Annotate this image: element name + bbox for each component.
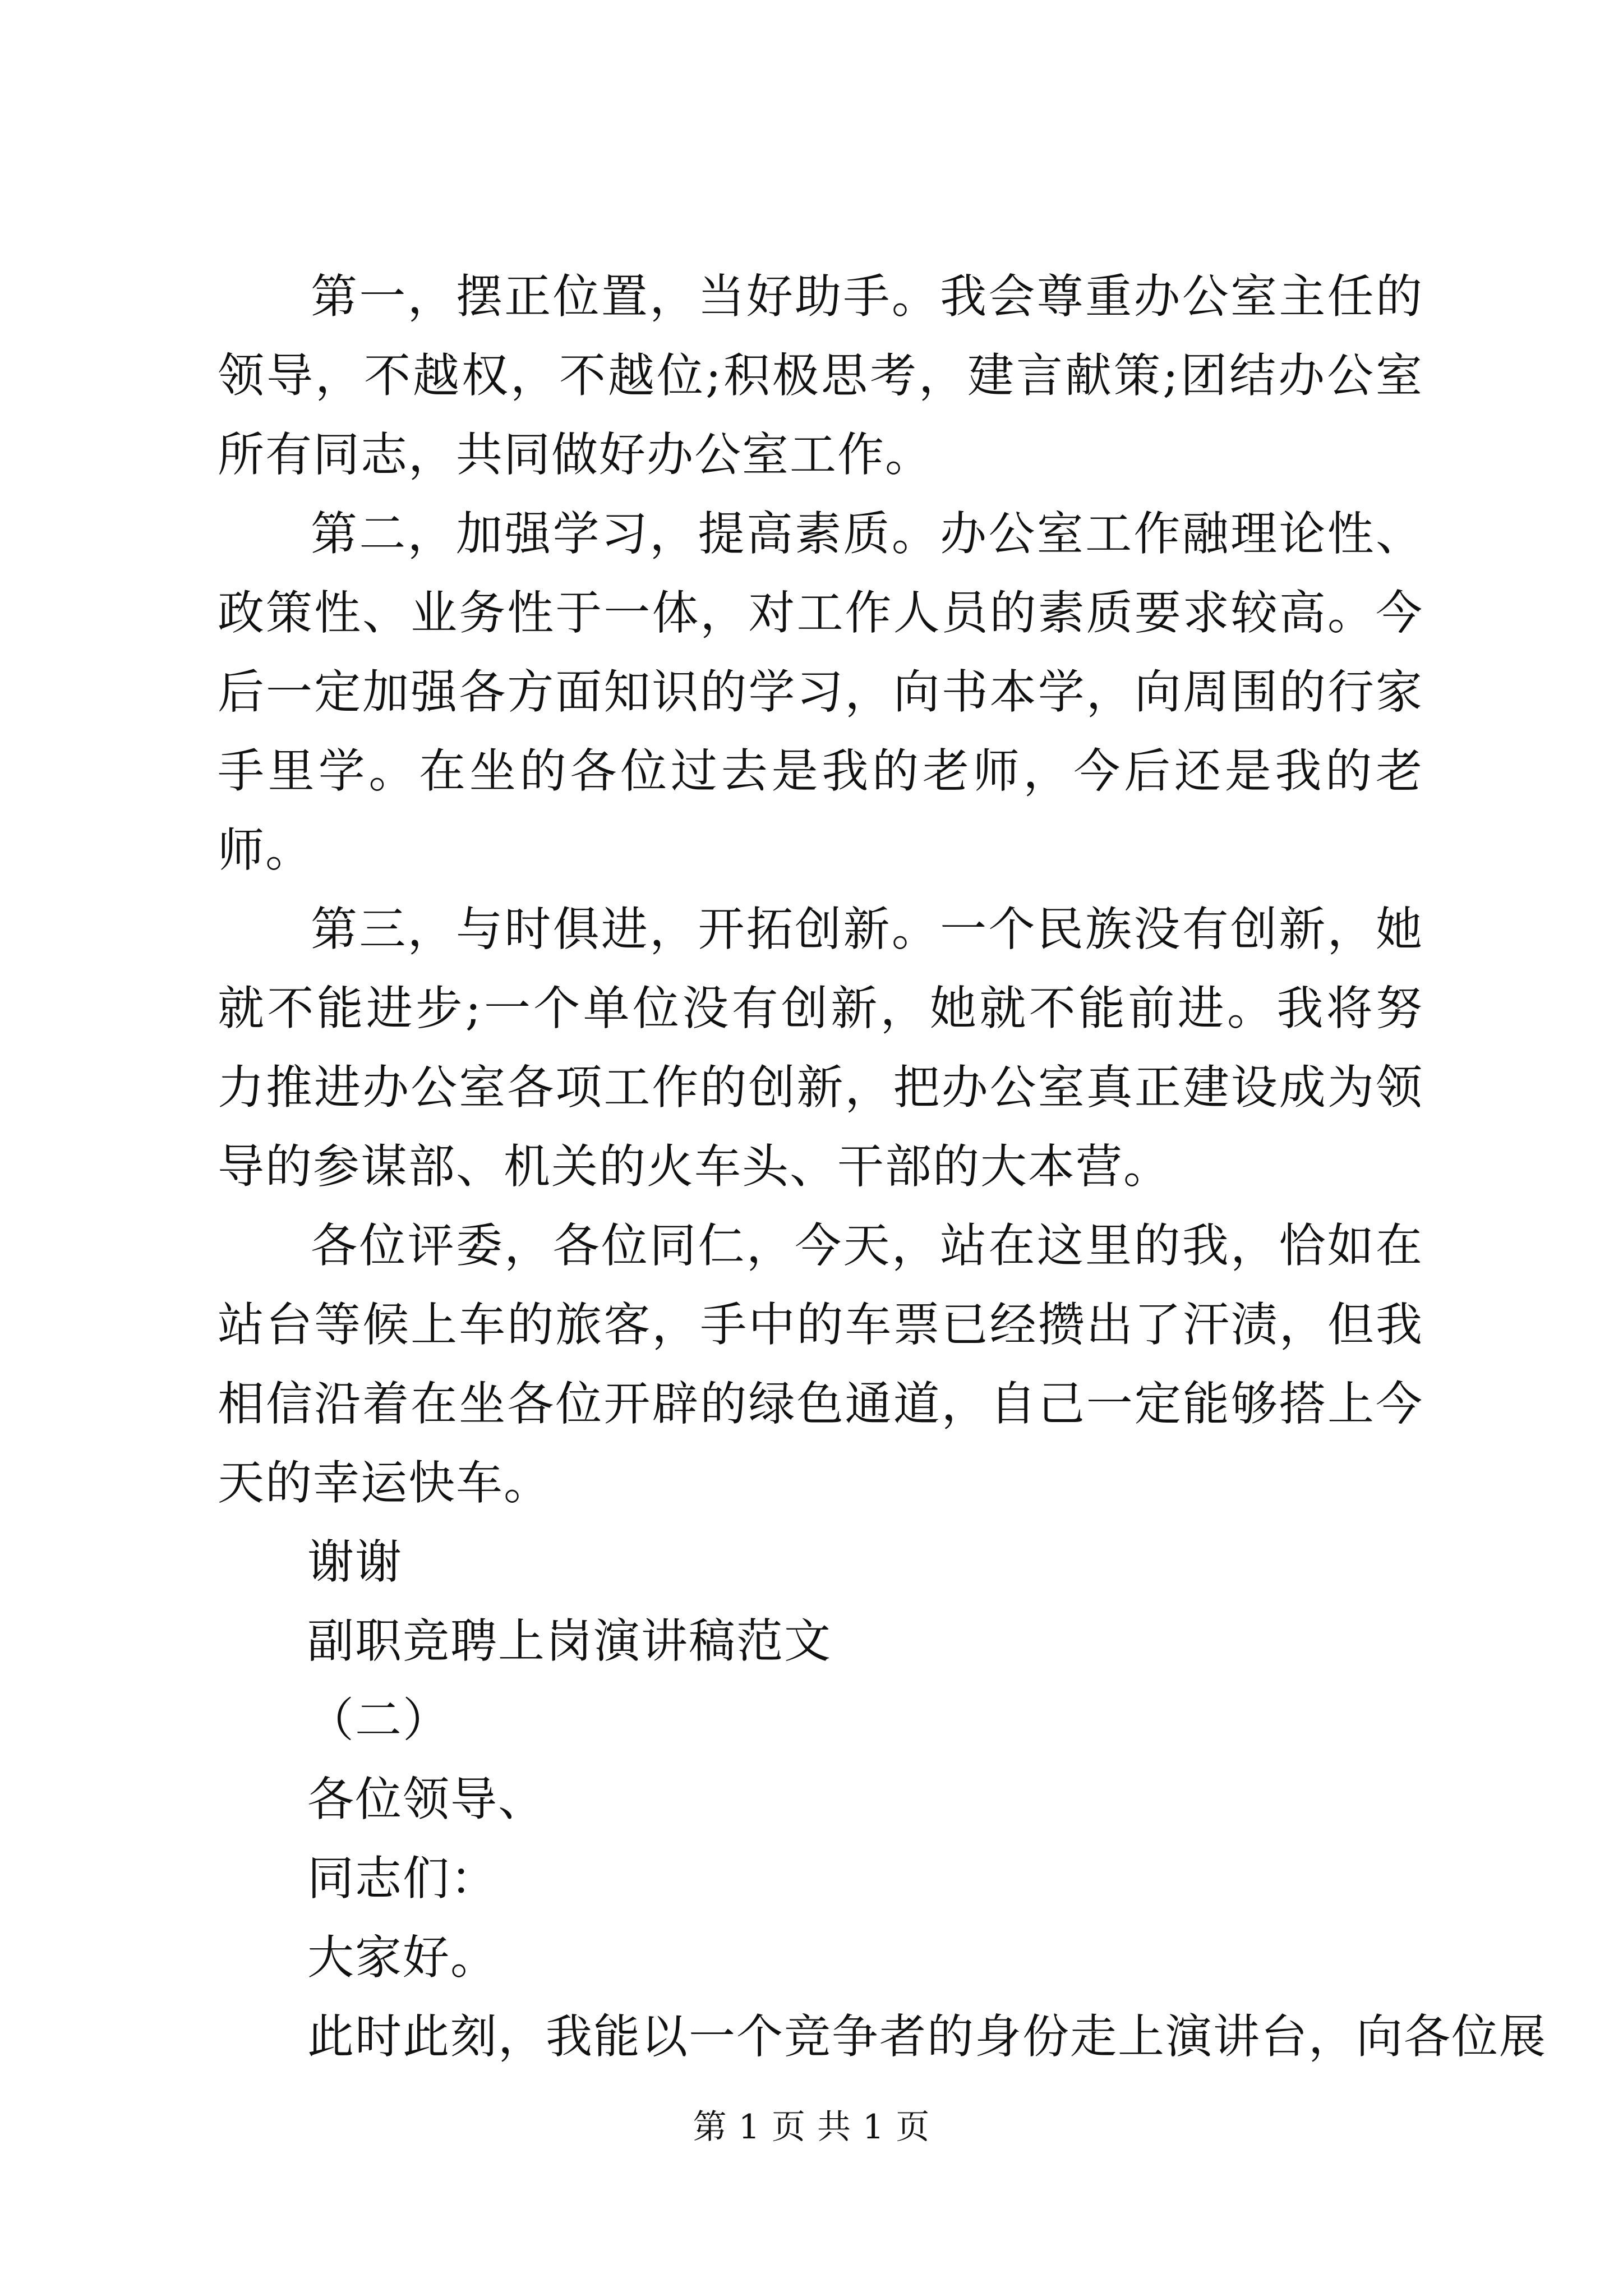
greeting-comrades: 同志们： [307,1851,498,1906]
thanks-line: 谢谢 [307,1535,403,1589]
paragraph-2: 第二，加强学习，提高素质。办公室工作融理论性、政策性、业务性于一体，对工作人员的素质要求较高。今后一定加强各方面知识的学习，向书本学，向周围的行家手里学。在坐的各位过去是我的老师，今后还是我的老师。 [218,507,1423,877]
paragraph-1: 第一，摆正位置，当好助手。我会尊重办公室主任的领导，不越权，不越位;积极思考，建言献策;团结办公室所有同志，共同做好办公室工作。 [218,269,1423,482]
page-footer: 第 1 页 共 1 页 [693,2108,930,2147]
section-number: （二） [307,1693,450,1747]
paragraph-3: 第三，与时俱进，开拓创新。一个民族没有创新，她就不能进步;一个单位没有创新，她就不能前进。我将努力推进办公室各项工作的创新，把办公室真正建设成为领导的参谋部、机关的火车头、干部的大本营。 [218,902,1423,1194]
section-title: 副职竞聘上岗演讲稿范文 [307,1614,832,1668]
document-body [218,257,1547,2076]
greeting-leaders: 各位领导、 [307,1772,546,1826]
paragraph-5-start: 此时此刻，我能以一个竞争者的身份走上演讲台，向各位展 [307,2009,1547,2064]
paragraph-4: 各位评委，各位同仁，今天，站在这里的我，恰如在站台等候上车的旅客，手中的车票已经攒出了汗渍，但我相信沿着在坐各位开辟的绿色通道，自己一定能够搭上今天的幸运快车。 [218,1218,1423,1510]
greeting-hello: 大家好。 [307,1930,498,1985]
